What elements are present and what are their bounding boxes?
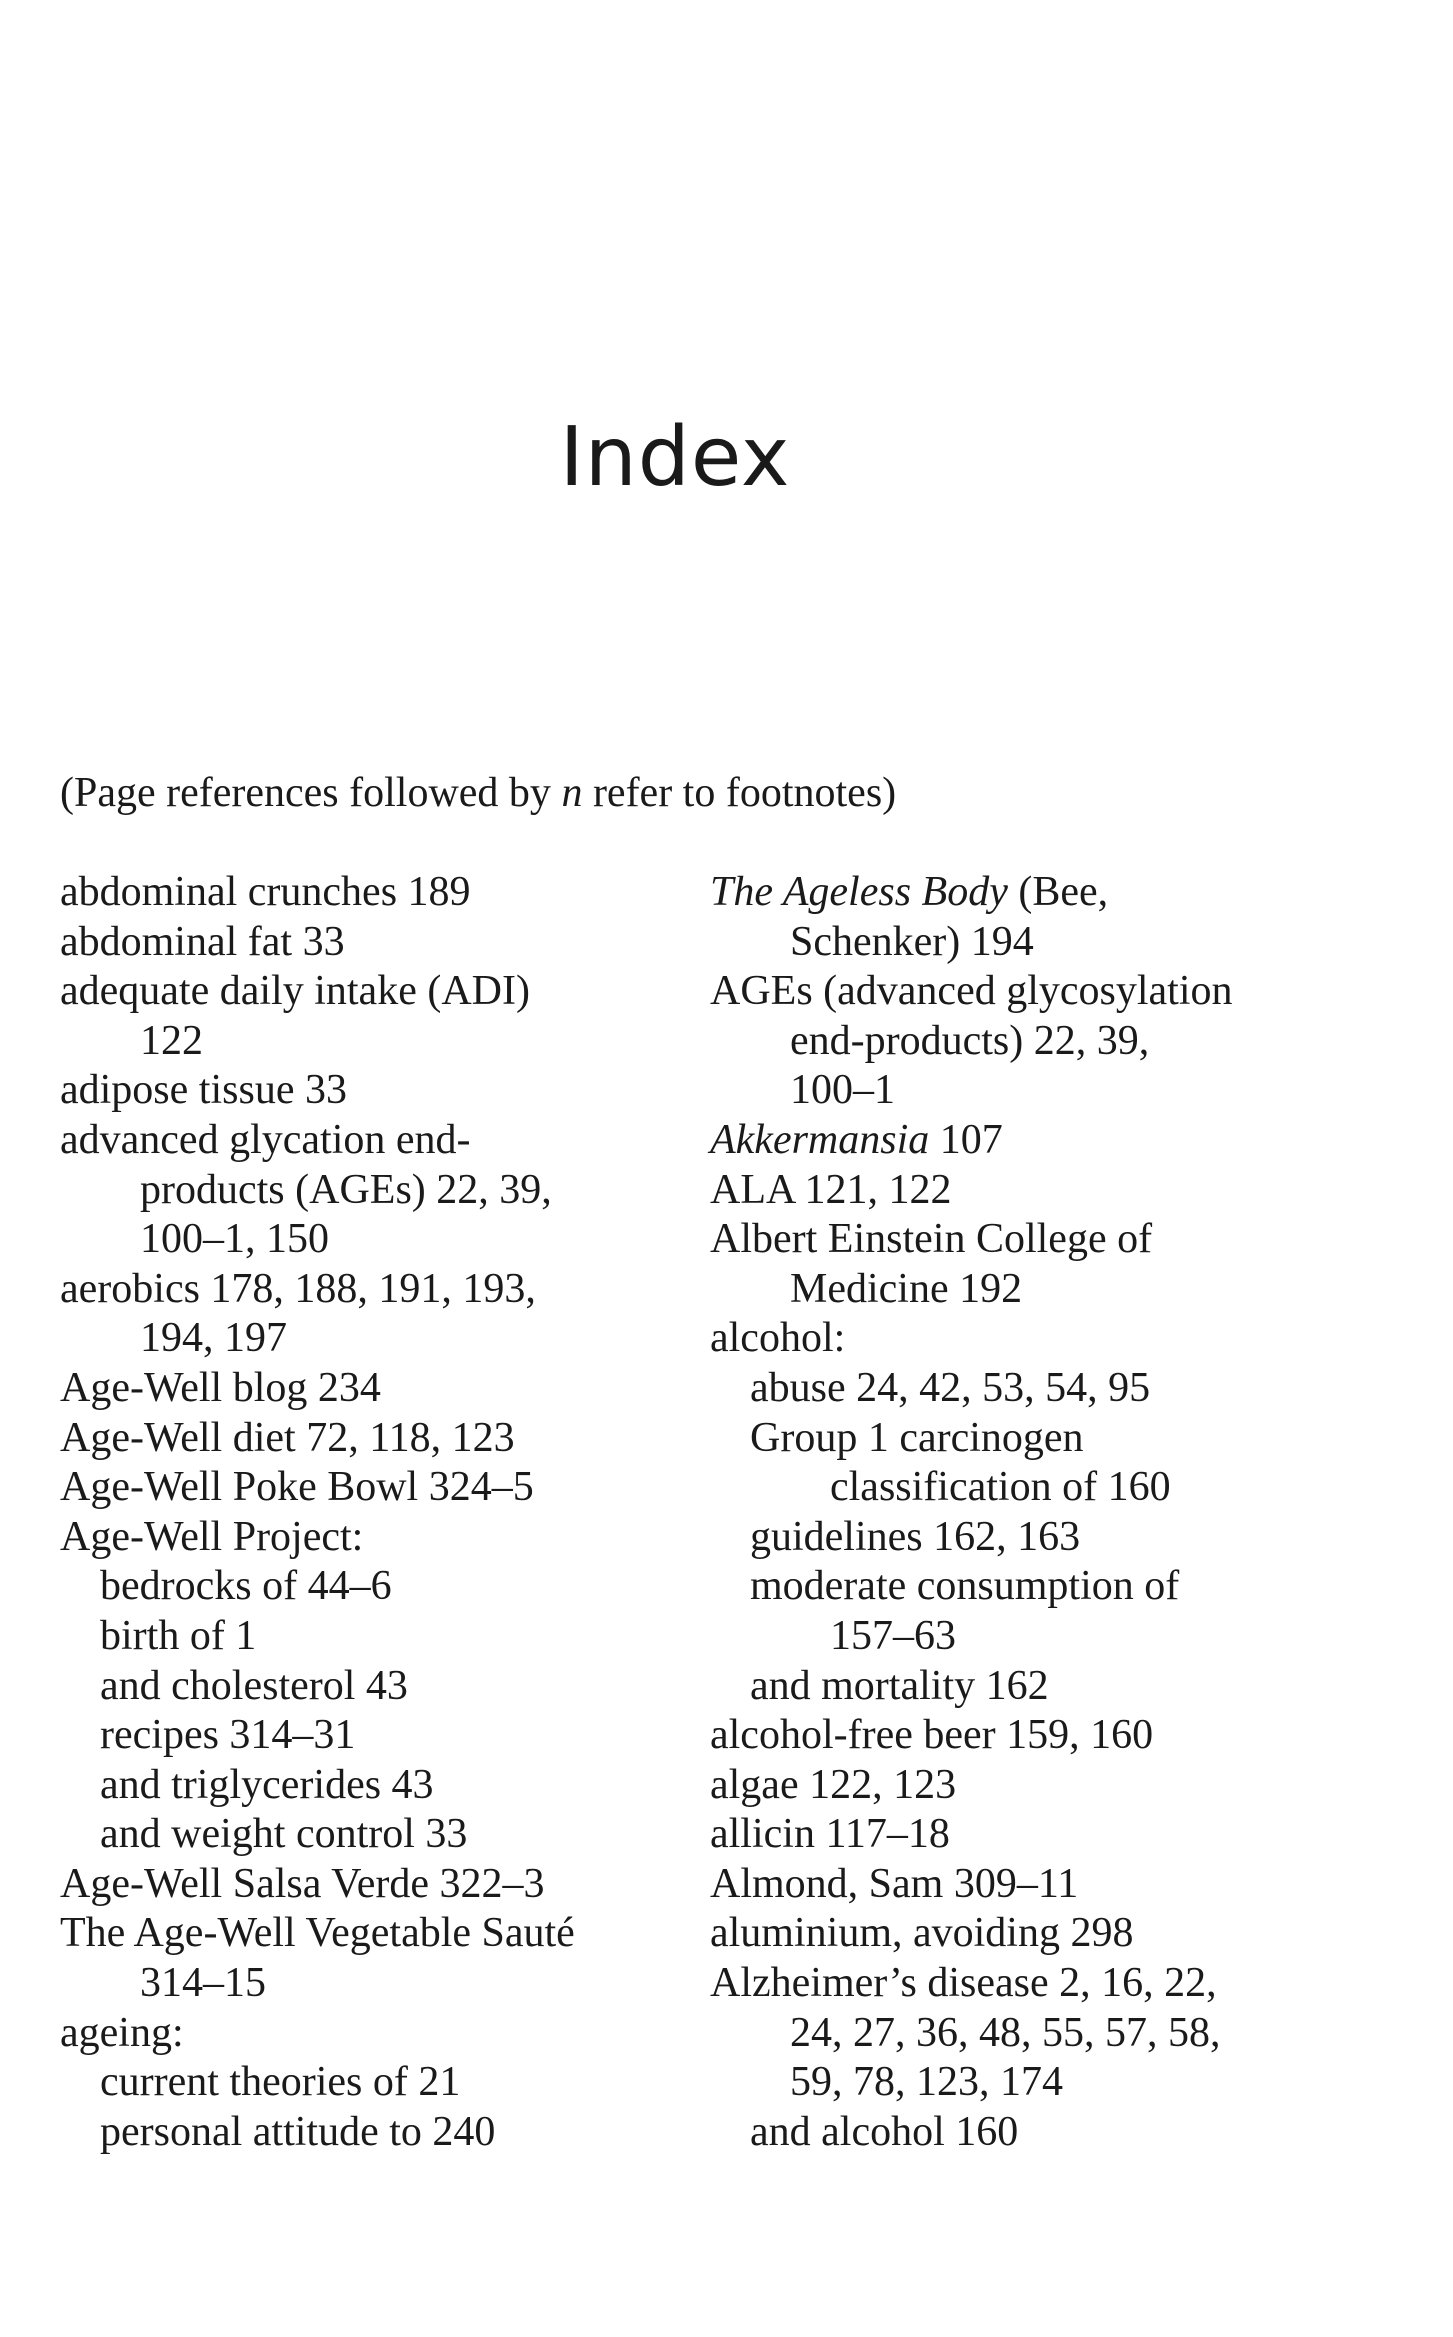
index-entry-text: (Bee,	[1007, 869, 1109, 915]
index-entry	[710, 918, 1400, 968]
index-entry	[710, 1314, 1400, 1364]
index-entry-text: 122	[140, 1017, 203, 1064]
index-entry-text: moderate consumption of	[750, 1563, 1180, 1610]
index-entry	[710, 1860, 1400, 1910]
index-entry-text: alcohol:	[710, 1315, 846, 1362]
index-entry-text: end-products) 22, 39,	[790, 1017, 1150, 1064]
index-entry-text: AGEs (advanced glycosylation	[710, 968, 1233, 1015]
index-entry-text: guidelines 162, 163	[750, 1513, 1081, 1560]
index-entry-text: advanced glycation end-	[60, 1116, 471, 1163]
index-entry	[60, 2058, 700, 2108]
index-entry	[710, 2058, 1400, 2108]
index-entry-text: Group 1 carcinogen	[750, 1414, 1084, 1461]
index-left-column	[60, 868, 700, 2157]
index-entry-text: classification of 160	[830, 1464, 1171, 1511]
index-entry	[710, 1166, 1400, 1216]
index-entry-text: algae 122, 123	[710, 1761, 957, 1808]
index-right-column	[710, 868, 1400, 2157]
index-entry	[710, 1414, 1400, 1464]
index-entry	[710, 1066, 1400, 1116]
index-entry	[710, 1810, 1400, 1860]
index-entry	[60, 1265, 700, 1315]
index-entry	[60, 1463, 700, 1513]
index-entry-text: 107	[929, 1116, 1003, 1163]
index-entry-text: 157–63	[830, 1612, 956, 1659]
index-entry	[60, 1364, 700, 1414]
index-entry-text: birth of 1	[100, 1612, 257, 1659]
index-entry	[60, 1513, 700, 1563]
index-entry-text: 59, 78, 123, 174	[790, 2059, 1063, 2106]
index-entry	[710, 1364, 1400, 1414]
index-entry-text: products (AGEs) 22, 39,	[140, 1166, 552, 1213]
index-entry-text: and alcohol 160	[750, 2108, 1019, 2155]
index-entry	[60, 1414, 700, 1464]
index-entry-italic-title: The Ageless Body	[710, 869, 1008, 915]
index-entry-text: ALA 121, 122	[710, 1166, 952, 1213]
index-entry-italic-title: Akkermansia	[710, 1116, 930, 1163]
index-entry	[60, 1909, 700, 1959]
index-entry-text: Alzheimer’s disease 2, 16, 22,	[710, 1960, 1217, 2007]
index-entry	[710, 1761, 1400, 1811]
index-entry	[710, 868, 1400, 918]
index-entry-text: Age-Well Project:	[60, 1513, 364, 1560]
index-entry	[60, 1761, 700, 1811]
index-entry-text: Age-Well Poke Bowl 324–5	[60, 1464, 534, 1511]
index-entry-text: 100–1	[790, 1067, 895, 1114]
index-entry	[710, 1711, 1400, 1761]
index-entry	[60, 2108, 700, 2158]
note-italic-n: n	[561, 770, 583, 816]
index-entry-text: The Age-Well Vegetable Sauté	[60, 1910, 575, 1957]
index-entry-text: adequate daily intake (ADI)	[60, 968, 530, 1015]
index-entry	[60, 1959, 700, 2009]
index-entry-text: Age-Well diet 72, 118, 123	[60, 1414, 515, 1461]
index-entry	[60, 1166, 700, 1216]
index-entry	[710, 967, 1400, 1017]
index-entry	[710, 1017, 1400, 1067]
index-entry-text: bedrocks of 44–6	[100, 1563, 392, 1610]
index-entry-text: 194, 197	[140, 1315, 287, 1362]
footnote-reference-note	[60, 768, 896, 818]
index-entry-text: current theories of 21	[100, 2059, 461, 2106]
index-entry-text: abdominal crunches 189	[60, 869, 471, 915]
page-title: Index	[559, 410, 791, 505]
index-entry-text: Albert Einstein College of	[710, 1216, 1153, 1263]
index-entry	[60, 967, 700, 1017]
index-entry-text: Age-Well blog 234	[60, 1364, 381, 1411]
index-entry-text: personal attitude to 240	[100, 2108, 496, 2155]
index-entry	[710, 1909, 1400, 1959]
index-entry-text: ageing:	[60, 2009, 184, 2056]
index-entry-text: abdominal fat 33	[60, 918, 345, 965]
index-entry	[60, 868, 700, 918]
index-entry-text: 314–15	[140, 1960, 266, 2007]
index-entry-text: aerobics 178, 188, 191, 193,	[60, 1265, 536, 1312]
index-entry	[60, 1017, 700, 1067]
index-entry	[710, 1116, 1400, 1166]
index-entry	[60, 2009, 700, 2059]
index-entry	[710, 2108, 1400, 2158]
index-entry	[60, 1711, 700, 1761]
index-entry-text: Almond, Sam 309–11	[710, 1860, 1079, 1907]
index-entry	[60, 1810, 700, 1860]
index-entry	[710, 2009, 1400, 2059]
index-entry	[60, 1612, 700, 1662]
index-entry-text: allicin 117–18	[710, 1811, 950, 1858]
index-entry-text: alcohol-free beer 159, 160	[710, 1712, 1154, 1759]
index-entry	[60, 1215, 700, 1265]
index-entry-text: and weight control 33	[100, 1811, 468, 1858]
index-entry	[710, 1612, 1400, 1662]
index-entry-text: 24, 27, 36, 48, 55, 57, 58,	[790, 2009, 1221, 2056]
index-entry	[60, 918, 700, 968]
note-text-before: (Page references followed by	[60, 770, 562, 816]
index-entry-text: adipose tissue 33	[60, 1067, 347, 1114]
index-entry	[60, 1860, 700, 1910]
index-entry-text: aluminium, avoiding 298	[710, 1910, 1134, 1957]
index-entry-text: abuse 24, 42, 53, 54, 95	[750, 1364, 1151, 1411]
index-entry-text: 100–1, 150	[140, 1216, 329, 1263]
index-entry	[60, 1116, 700, 1166]
index-entry	[710, 1959, 1400, 2009]
index-entry-text: Medicine 192	[790, 1265, 1023, 1312]
index-entry-text: and cholesterol 43	[100, 1662, 408, 1709]
index-entry-text: and mortality 162	[750, 1662, 1049, 1709]
index-entry-text: recipes 314–31	[100, 1712, 356, 1759]
index-entry	[710, 1215, 1400, 1265]
index-entry-text: Schenker) 194	[790, 918, 1034, 965]
index-entry	[710, 1265, 1400, 1315]
index-entry	[710, 1513, 1400, 1563]
index-entry	[710, 1662, 1400, 1712]
note-text-after: refer to footnotes)	[582, 770, 897, 816]
index-entry	[710, 1463, 1400, 1513]
index-entry-text: and triglycerides 43	[100, 1761, 434, 1808]
index-entry	[710, 1562, 1400, 1612]
index-entry-text: Age-Well Salsa Verde 322–3	[60, 1860, 545, 1907]
index-entry	[60, 1562, 700, 1612]
index-entry	[60, 1066, 700, 1116]
index-entry	[60, 1662, 700, 1712]
index-entry	[60, 1314, 700, 1364]
